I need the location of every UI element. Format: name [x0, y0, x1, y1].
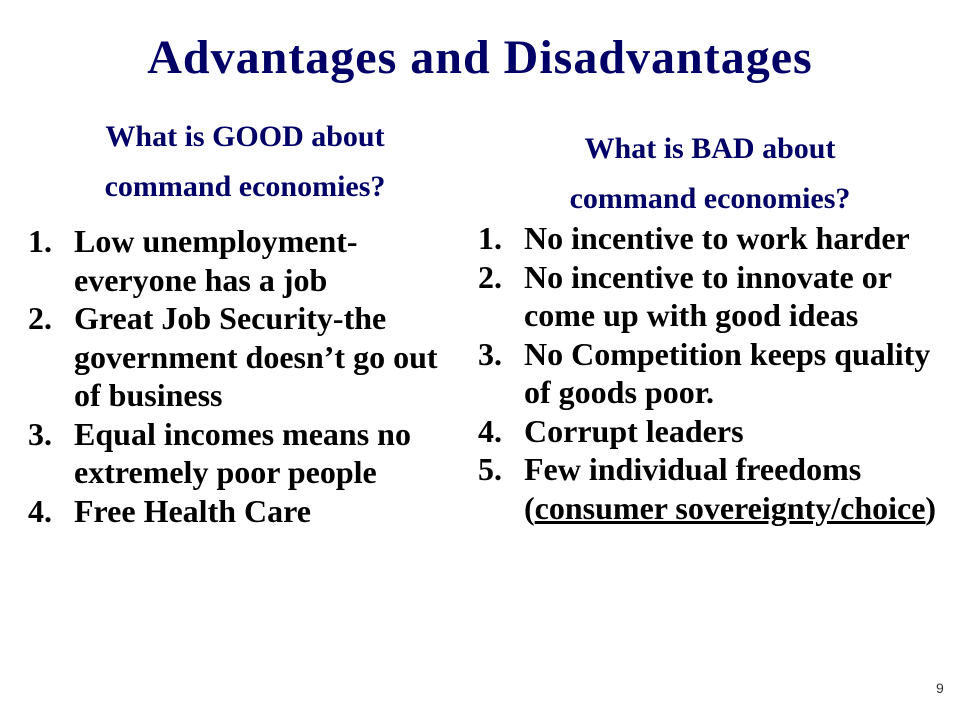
advantages-heading-line-2: command economies?: [104, 170, 386, 203]
disadvantage-item: [478, 219, 938, 258]
advantage-item: [28, 299, 458, 415]
item-number: 2.: [28, 300, 52, 336]
advantage-item: [28, 222, 458, 299]
disadvantage-item: [478, 258, 938, 335]
item-number: 1.: [28, 223, 52, 259]
item-text: No incentive to work harder: [524, 220, 910, 256]
advantages-heading: [30, 112, 460, 212]
item-text: Great Job Security-the government doesn’t go out of business: [74, 300, 438, 413]
disadvantages-heading: [490, 124, 930, 224]
item-text: Free Health Care: [74, 492, 311, 529]
disadvantages-heading-line-2: command economies?: [569, 182, 851, 215]
item-number: 1.: [478, 220, 502, 256]
slide-number: 9: [936, 680, 944, 696]
item-text: No incentive to innovate or come up with good ideas: [524, 258, 892, 333]
disadvantage-item: [478, 335, 938, 412]
item-number: 5.: [478, 451, 502, 487]
item-number: 3.: [478, 335, 502, 372]
item-text-before: Few individual freedoms (: [524, 451, 862, 526]
item-text: No Competition keeps quality of goods poor.: [524, 335, 931, 410]
disadvantages-heading-line-1: What is BAD about: [584, 132, 836, 165]
item-text: Equal incomes means no extremely poor people: [74, 415, 411, 490]
advantages-list: [28, 222, 458, 530]
item-number: 3.: [28, 415, 52, 452]
disadvantage-item: [478, 450, 938, 527]
item-number: 2.: [478, 258, 502, 295]
item-text: Low unemployment-everyone has a job: [74, 223, 358, 298]
advantage-item: [28, 492, 458, 531]
slide-title: Advantages and Disadvantages: [147, 31, 813, 84]
disadvantage-item: [478, 412, 938, 451]
item-text: Corrupt leaders: [524, 412, 744, 449]
item-number: 4.: [478, 412, 502, 449]
advantages-heading-line-1: What is GOOD about: [105, 120, 385, 153]
consumer-sovereignty-term: consumer sovereignty/choice: [534, 489, 926, 526]
advantage-item: [28, 415, 458, 492]
item-text-after: ): [925, 489, 937, 526]
disadvantages-list: [478, 219, 938, 527]
item-number: 4.: [28, 492, 52, 529]
